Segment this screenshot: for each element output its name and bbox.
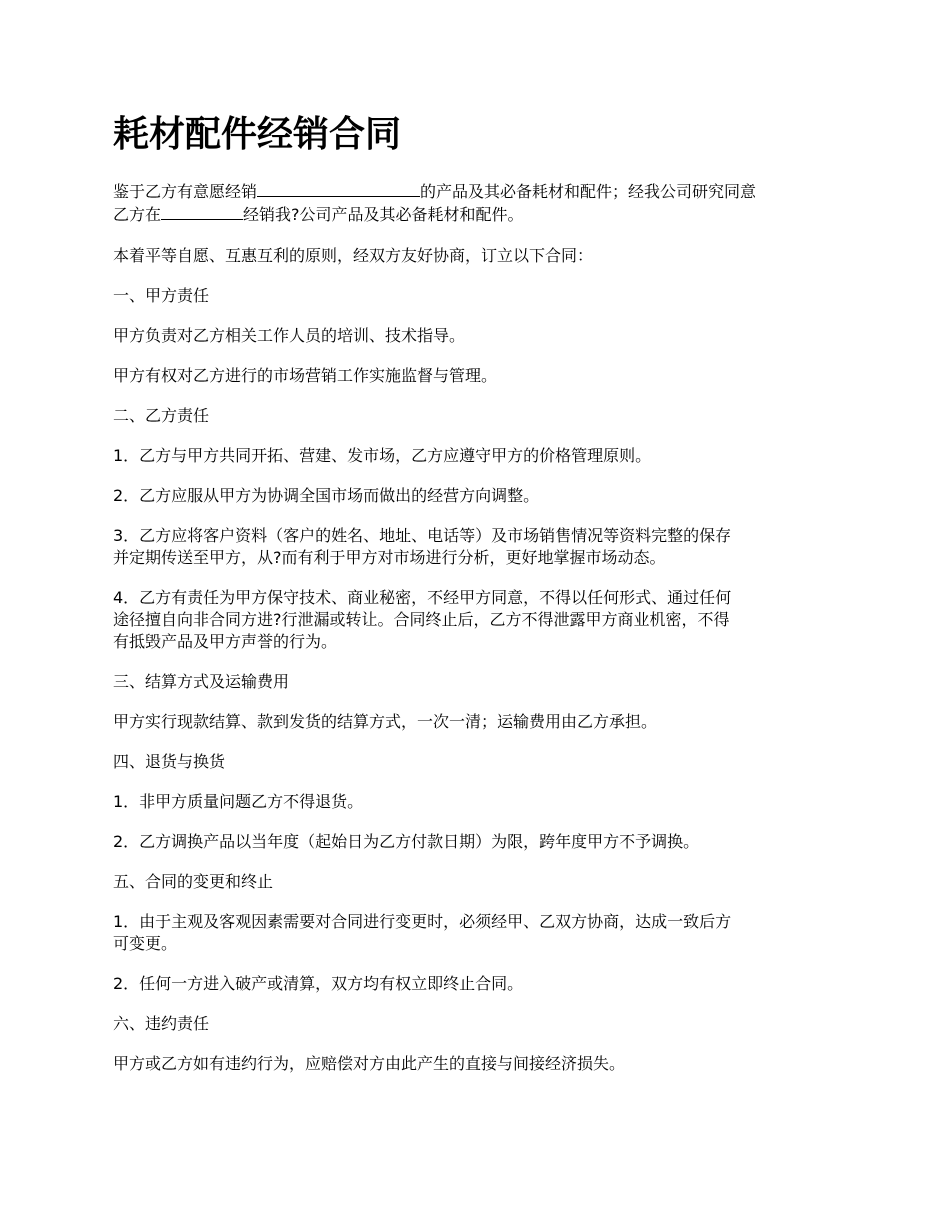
paragraph-line: 2．任何一方进入破产或清算，双方均有权立即终止合同。 — [113, 974, 524, 993]
paragraph-line: 2．乙方应服从甲方为协调全国市场而做出的经营方向调整。 — [113, 486, 540, 505]
section-heading: 六、违约责任 — [113, 1014, 210, 1033]
blank-field-product[interactable] — [257, 180, 420, 197]
preamble: 本着平等自愿、互惠互利的原则，经双方友好协商，订立以下合同： — [113, 246, 594, 265]
contract-sections — [113, 285, 843, 1075]
intro-text: 的产品及其必备耗材和配件；经我公司研究同意 — [420, 182, 757, 201]
paragraph-line: 甲方或乙方如有违约行为，应赔偿对方由此产生的直接与间接经济损失。 — [113, 1054, 626, 1073]
paragraph-line: 并定期传送至甲方，从?而有利于甲方对市场进行分析，更好地掌握市场动态。 — [113, 548, 666, 567]
section-heading: 一、甲方责任 — [113, 286, 210, 305]
paragraph-line: 1．由于主观及客观因素需要对合同进行变更时，必须经甲、乙双方协商，达成一致后方 — [113, 912, 732, 931]
paragraph-line: 可变更。 — [113, 934, 178, 953]
paragraph-line: 1．乙方与甲方共同开拓、营建、发市场，乙方应遵守甲方的价格管理原则。 — [113, 446, 652, 465]
paragraph-line: 4．乙方有责任为甲方保守技术、商业秘密，不经甲方同意，不得以任何形式、通过任何 — [113, 588, 732, 607]
section-heading: 三、结算方式及运输费用 — [113, 672, 290, 691]
intro-text: 经销我?公司产品及其必备耗材和配件。 — [243, 205, 524, 224]
document-body — [113, 180, 843, 1075]
paragraph-line: 甲方实行现款结算、款到发货的结算方式，一次一清；运输费用由乙方承担。 — [113, 712, 658, 731]
page-title: 耗材配件经销合同 — [113, 114, 402, 155]
paragraph-line: 甲方负责对乙方相关工作人员的培训、技术指导。 — [113, 326, 466, 345]
intro-line-2 — [113, 203, 843, 226]
blank-field-region[interactable] — [161, 203, 243, 220]
paragraph-line: 1．非甲方质量问题乙方不得退货。 — [113, 792, 364, 811]
paragraph-line: 2．乙方调换产品以当年度（起始日为乙方付款日期）为限，跨年度甲方不予调换。 — [113, 832, 700, 851]
paragraph-line: 甲方有权对乙方进行的市场营销工作实施监督与管理。 — [113, 366, 498, 385]
section-heading: 二、乙方责任 — [113, 406, 210, 425]
paragraph-line: 有抵毁产品及甲方声誉的行为。 — [113, 632, 338, 651]
section-heading: 五、合同的变更和终止 — [113, 872, 274, 891]
intro-line-1 — [113, 180, 843, 203]
intro-text: 鉴于乙方有意愿经销 — [113, 182, 258, 201]
paragraph-line: 3．乙方应将客户资料（客户的姓名、地址、电话等）及市场销售情况等资料完整的保存 — [113, 526, 732, 545]
paragraph-line: 途径擅自向非合同方进?行泄漏或转让。合同终止后，乙方不得泄露甲方商业机密，不得 — [113, 610, 730, 629]
section-heading: 四、退货与换货 — [113, 752, 226, 771]
intro-text: 乙方在 — [113, 205, 162, 224]
